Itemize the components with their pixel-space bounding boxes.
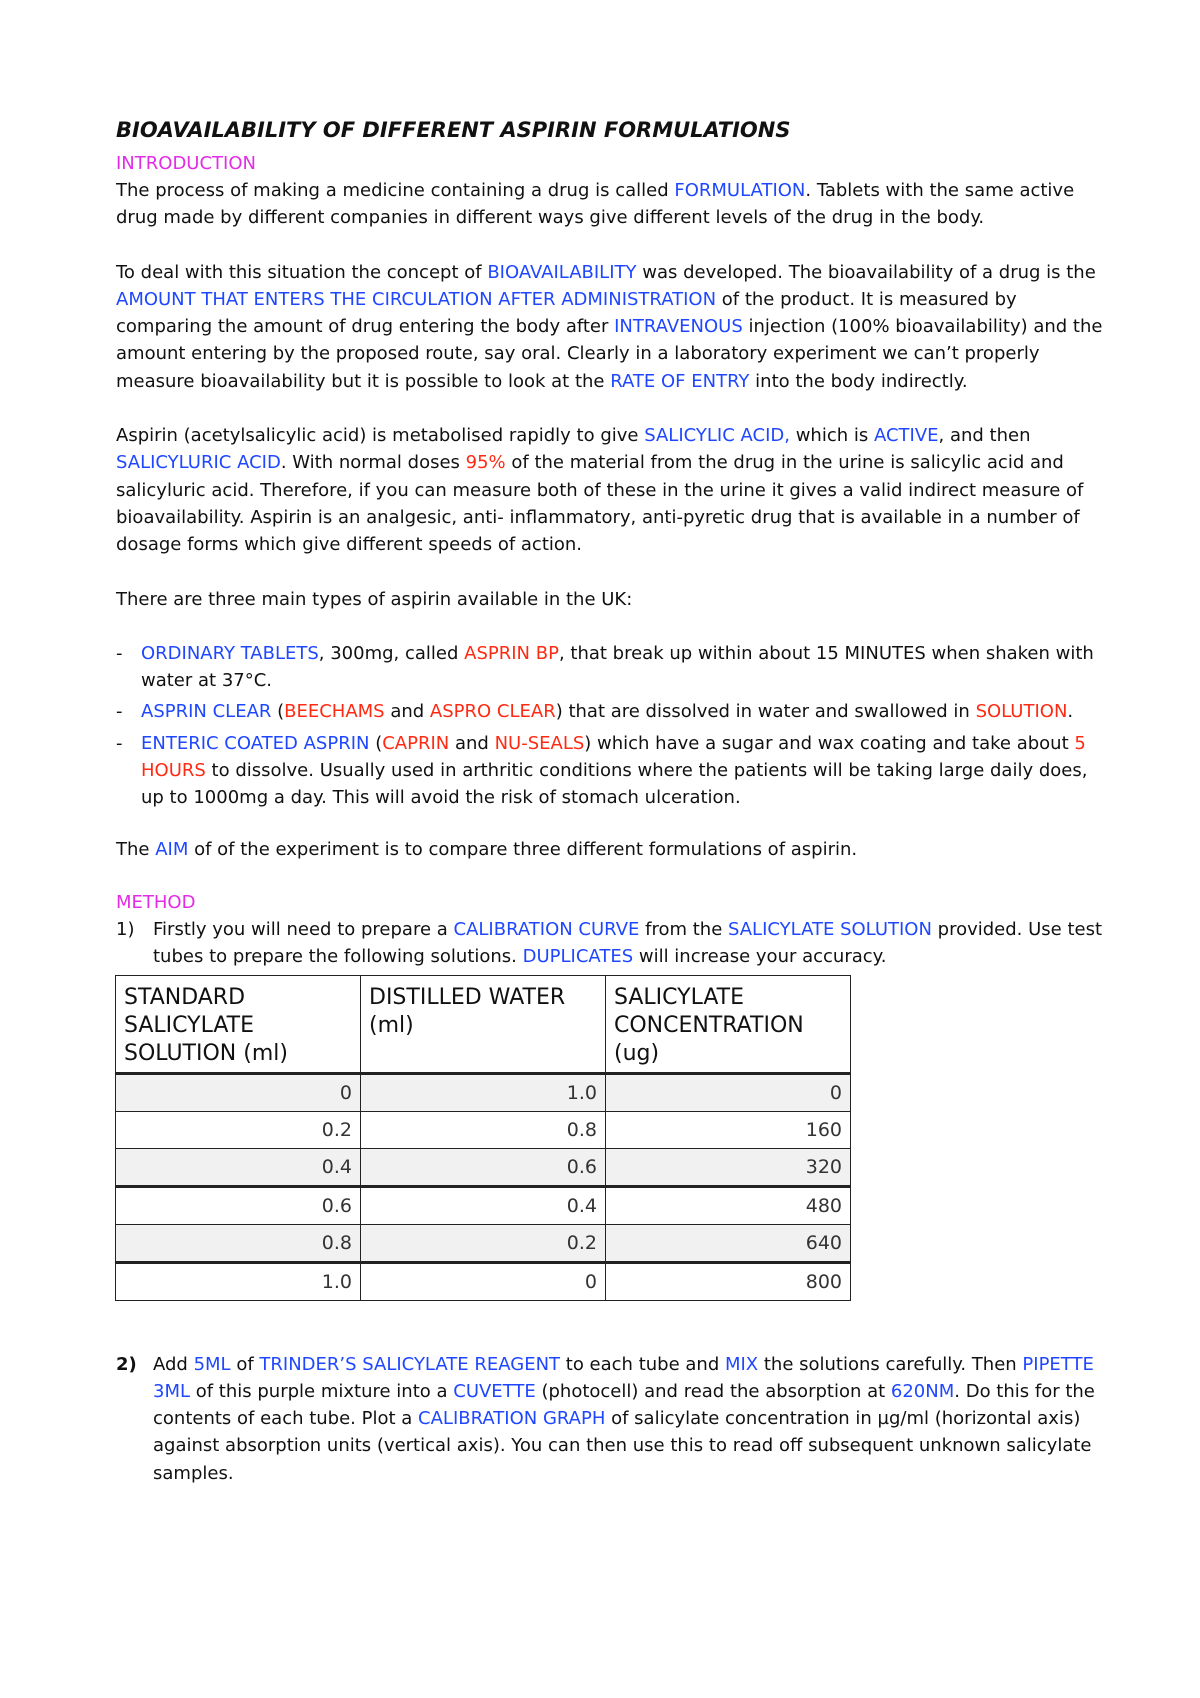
- calibration-table: [115, 975, 851, 1301]
- table-cell: 0: [361, 1262, 606, 1300]
- paragraph-types-intro: [116, 586, 1106, 613]
- highlighted-term: 620NM: [890, 1380, 955, 1402]
- header-distilled-water: DISTILLED WATER (ml): [361, 975, 606, 1073]
- text-run: , that break up within about 15 MINUTES when shaken with water at 37°C.: [141, 642, 1094, 692]
- highlighted-term: SOLUTION: [975, 701, 1068, 723]
- highlighted-term: ORDINARY TABLETS: [141, 642, 319, 664]
- paragraph-formulation: [116, 177, 1106, 232]
- table-cell: 0.2: [361, 1224, 606, 1262]
- text-run: Aspirin (acetylsalicylic acid) is metabolised rapidly to give: [116, 425, 645, 447]
- method-step-1: [116, 916, 1106, 971]
- list-item-asprin-clear: [116, 698, 1106, 725]
- text-run: Firstly you will need to prepare a: [153, 918, 454, 940]
- highlighted-term: SALICYLURIC ACID: [116, 452, 281, 474]
- text-run: to dissolve. Usually used in arthritic conditions where the patients will be taking large daily does, up to 1000mg a day. This will avoid the risk of stomach ulceration.: [141, 760, 1088, 809]
- text-run: , and then: [938, 425, 1031, 447]
- text-run: of salicylate concentration in µg/ml (horizontal axis) against absorption units (vertical axis). You can then use this to read off subsequent unknown salicylate samples.: [153, 1408, 1092, 1484]
- step-number: 2): [116, 1353, 137, 1375]
- text-run: and: [384, 701, 430, 723]
- highlighted-term: AMOUNT THAT ENTERS THE CIRCULATION AFTER ADMINISTRATION: [116, 288, 717, 310]
- highlighted-term: SALICYLATE SOLUTION: [727, 918, 932, 940]
- text-run: ) that are dissolved in water and swallowed in: [555, 701, 976, 723]
- highlighted-term: CUVETTE: [453, 1380, 536, 1402]
- text-run: (: [271, 701, 285, 723]
- highlighted-term: ENTERIC COATED ASPRIN: [141, 732, 370, 754]
- highlighted-term: INTRAVENOUS: [614, 316, 743, 338]
- table-cell: 160: [606, 1111, 851, 1148]
- table-cell: 0.6: [116, 1186, 361, 1224]
- table-cell: 320: [606, 1148, 851, 1186]
- highlighted-term: TRINDER’S SALICYLATE REAGENT: [259, 1353, 561, 1375]
- method-heading: METHOD: [116, 891, 196, 913]
- highlighted-term: 5 HOURS: [141, 732, 1086, 782]
- table-header-row: [116, 975, 851, 1073]
- method-steps: [116, 916, 1106, 971]
- highlighted-term: FORMULATION: [674, 180, 806, 201]
- step-number: 1): [116, 918, 135, 940]
- text-run: . Tablets with the same active drug made by different companies in different ways give different levels of the drug in the body.: [116, 180, 1075, 229]
- text-run: to each tube and: [560, 1353, 725, 1375]
- document-page: [116, 116, 1106, 1487]
- text-run: There are three main types of aspirin available in the UK:: [116, 588, 633, 610]
- method-steps-continued: [116, 1351, 1106, 1487]
- table-cell: 640: [606, 1224, 851, 1262]
- table-cell: 0.4: [116, 1148, 361, 1186]
- text-run: which is: [789, 425, 874, 447]
- text-run: into the body indirectly.: [749, 370, 968, 392]
- paragraph-bioavailability: [116, 259, 1106, 395]
- table-cell: 0.6: [361, 1148, 606, 1186]
- table-row: [116, 1073, 851, 1111]
- document-title: BIOAVAILABILITY OF DIFFERENT ASPIRIN FORMULATIONS: [116, 118, 791, 142]
- introduction-heading: INTRODUCTION: [116, 153, 256, 174]
- text-run: . With normal doses: [280, 452, 466, 474]
- highlighted-term: 5ML: [193, 1353, 231, 1375]
- step-text: [153, 1354, 1095, 1484]
- table-cell: 0: [606, 1073, 851, 1111]
- text-run: , 300mg, called: [318, 642, 465, 664]
- text-run: (photocell) and read the absorption at: [535, 1380, 891, 1402]
- text-run: of of the experiment is to compare three different formulations of aspirin.: [188, 838, 858, 860]
- text-run: the solutions carefully. Then: [758, 1353, 1023, 1375]
- header-concentration: SALICYLATE CONCENTRATION (ug): [606, 975, 851, 1073]
- highlighted-term: AIM: [155, 838, 189, 860]
- text-run: was developed. The bioavailability of a drug is the: [636, 261, 1096, 283]
- text-run: Add: [153, 1353, 194, 1375]
- text-run: and: [449, 732, 495, 754]
- highlighted-term: CAPRIN: [382, 732, 450, 754]
- highlighted-term: BIOAVAILABILITY: [487, 261, 637, 283]
- text-run: of this purple mixture into a: [190, 1380, 454, 1402]
- highlighted-term: NU-SEALS: [494, 732, 585, 754]
- table-cell: 0: [116, 1073, 361, 1111]
- text-run: ) which have a sugar and wax coating and take about: [584, 732, 1075, 754]
- text-run: injection (100% bioavailability) and the amount entering by the proposed route, say oral. Clearly in a laboratory experiment we can’t properly measure bioavailability but it is possible to look at the: [116, 316, 1103, 392]
- table-cell: 0.8: [361, 1111, 606, 1148]
- text-run: of the product. It is measured by comparing the amount of drug entering the body after: [116, 288, 1017, 338]
- text-run: .: [1067, 701, 1074, 723]
- text-run: provided. Use test tubes to prepare the following solutions.: [153, 918, 1103, 968]
- highlighted-term: 95%: [465, 452, 506, 474]
- list-item-ordinary-tablets: [116, 640, 1106, 695]
- highlighted-term: PIPETTE 3ML: [153, 1353, 1094, 1402]
- table-cell: 0.4: [361, 1186, 606, 1224]
- text-run: To deal with this situation the concept of: [116, 261, 488, 283]
- table-cell: 1.0: [116, 1262, 361, 1300]
- highlighted-term: ACTIVE: [873, 425, 939, 447]
- highlighted-term: MIX: [724, 1353, 759, 1375]
- table-cell: 1.0: [361, 1073, 606, 1111]
- text-run: of: [230, 1353, 260, 1375]
- text-run: . Do this for the contents of each tube. Plot a: [153, 1380, 1095, 1430]
- paragraph-aim: [116, 836, 1106, 863]
- table-cell: 480: [606, 1186, 851, 1224]
- step-text: [153, 919, 1102, 967]
- table-row: [116, 1186, 851, 1224]
- text-run: from the: [639, 918, 728, 940]
- highlighted-term: CALIBRATION CURVE: [453, 918, 640, 940]
- text-run: will increase your accuracy.: [633, 946, 887, 968]
- text-run: The process of making a medicine containing a drug is called: [116, 180, 675, 201]
- highlighted-term: RATE OF ENTRY: [610, 370, 750, 392]
- highlighted-term: CALIBRATION GRAPH: [418, 1408, 606, 1430]
- table-cell: 0.2: [116, 1111, 361, 1148]
- highlighted-term: ASPRIN CLEAR: [141, 701, 272, 723]
- text-run: The: [116, 838, 156, 860]
- highlighted-term: SALICYLIC ACID,: [644, 425, 790, 447]
- text-run: (: [369, 732, 383, 754]
- table-cell: 800: [606, 1262, 851, 1300]
- paragraph-metabolism: [116, 422, 1106, 558]
- highlighted-term: DUPLICATES: [522, 946, 634, 968]
- table-row: [116, 1111, 851, 1148]
- table-row: [116, 1148, 851, 1186]
- highlighted-term: BEECHAMS: [284, 701, 385, 723]
- table-cell: 0.8: [116, 1224, 361, 1262]
- header-standard-solution: STANDARD SALICYLATE SOLUTION (ml): [116, 975, 361, 1073]
- text-run: of the material from the drug in the urine is salicylic acid and salicyluric acid. Therefore, if you can measure both of these in the urine it gives a valid indirect measure of bioavailability. Aspirin is an analgesic, anti- inflammatory, anti-pyretic drug that is available in a number of dosage forms which give different speeds of action.: [116, 452, 1084, 556]
- highlighted-term: ASPRIN BP: [464, 642, 559, 664]
- highlighted-term: ASPRO CLEAR: [429, 701, 556, 723]
- aspirin-types-list: [116, 640, 1106, 812]
- list-item-enteric-coated: [116, 730, 1106, 812]
- table-row: [116, 1224, 851, 1262]
- table-row: [116, 1262, 851, 1300]
- method-step-2: [116, 1351, 1106, 1487]
